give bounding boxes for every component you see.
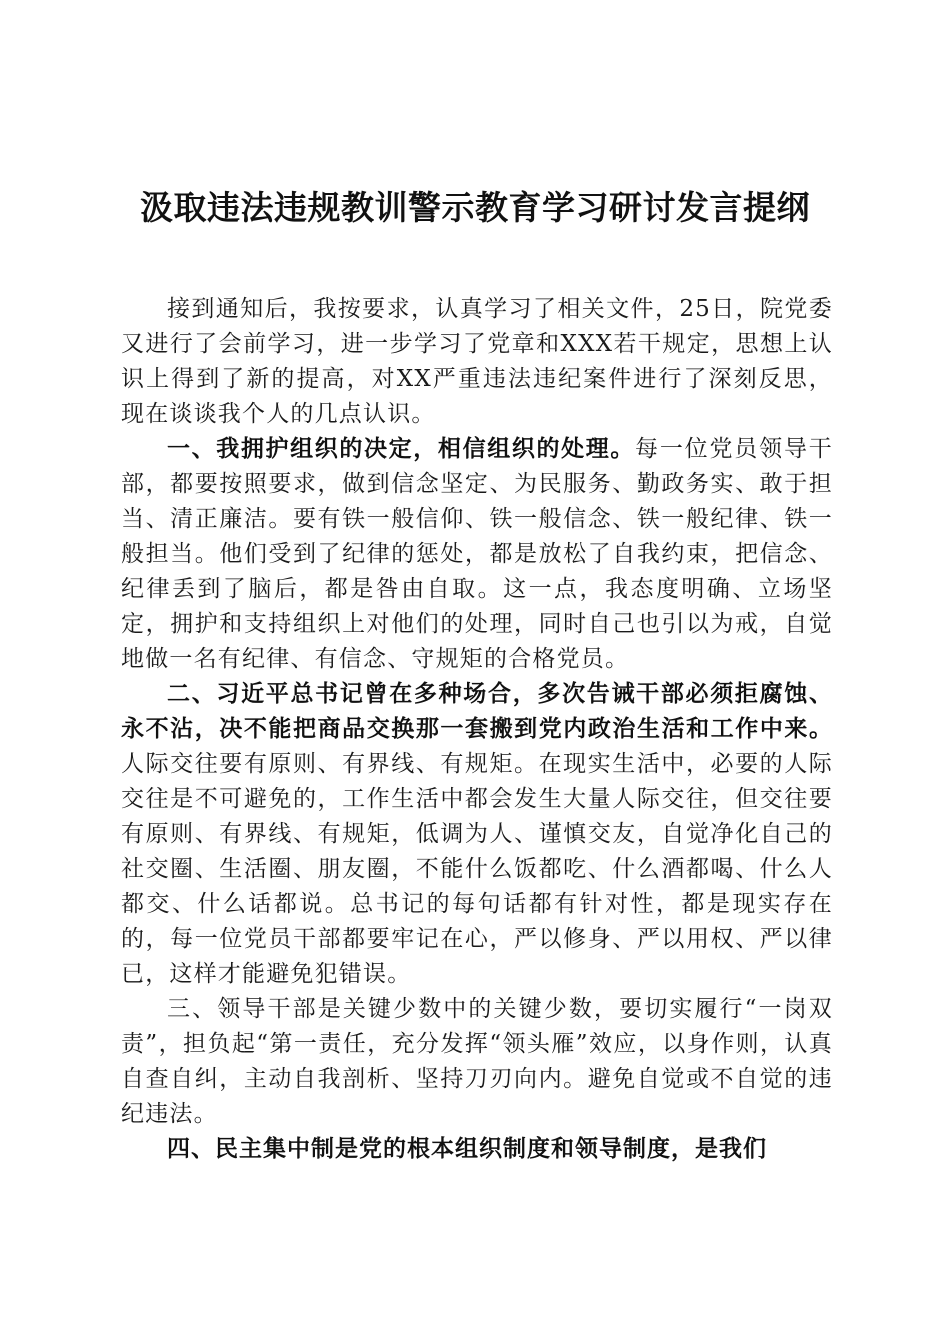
paragraph-point-2 — [121, 677, 833, 992]
paragraph-point-3 — [121, 992, 833, 1132]
paragraph-text: 接到通知后，我按要求，认真学习了相关文件，25日，院党委又进行了会前学习，进一步学习了党章和XXX若干规定，思想上认识上得到了新的提高，对XX严重违法违纪案件进行了深刻反思，现在谈谈我个人的几点认识。 — [121, 296, 833, 427]
document-title: 汲取违法违规教训警示教育学习研讨发言提纲 — [140, 188, 810, 227]
paragraph-point-1 — [121, 432, 833, 677]
document-body — [121, 292, 833, 1167]
paragraph-text: 三、领导干部是关键少数中的关键少数，要切实履行“一岗双责”，担负起“第一责任，充分发挥“领头雁”效应，以身作则，认真自查自纠，主动自我剖析、坚持刀刃向内。避免自觉或不自觉的违纪违法。 — [121, 996, 833, 1127]
paragraph-heading: 二、习近平总书记曾在多种场合，多次告诫干部必须拒腐蚀、永不沾，决不能把商品交换那一套搬到党内政治生活和工作中来。 — [121, 681, 833, 742]
paragraph-text: 人际交往要有原则、有界线、有规矩。在现实生活中，必要的人际交往是不可避免的，工作生活中都会发生大量人际交往，但交往要有原则、有界线、有规矩，低调为人、谨慎交友，自觉净化自己的社交圈、生活圈、朋友圈，不能什么饭都吃、什么酒都喝、什么人都交、什么话都说。总书记的每句话都有针对性，都是现实存在的，每一位党员干部都要牢记在心，严以修身、严以用权、严以律已，这样才能避免犯错误。 — [121, 751, 833, 987]
paragraph-point-4 — [121, 1132, 833, 1167]
paragraph-text: 每一位党员领导干部，都要按照要求，做到信念坚定、为民服务、勤政务实、敢于担当、清正廉洁。要有铁一般信仰、铁一般信念、铁一般纪律、铁一般担当。他们受到了纪律的惩处，都是放松了自我约束，把信念、纪律丢到了脑后，都是咎由自取。这一点，我态度明确、立场坚定，拥护和支持组织上对他们的处理，同时自己也引以为戒，自觉地做一名有纪律、有信念、守规矩的合格党员。 — [121, 436, 833, 672]
paragraph-heading: 四、民主集中制是党的根本组织制度和领导制度，是我们 — [167, 1136, 767, 1162]
paragraph-intro — [121, 292, 833, 432]
paragraph-heading: 一、我拥护组织的决定，相信组织的处理。 — [167, 436, 635, 462]
